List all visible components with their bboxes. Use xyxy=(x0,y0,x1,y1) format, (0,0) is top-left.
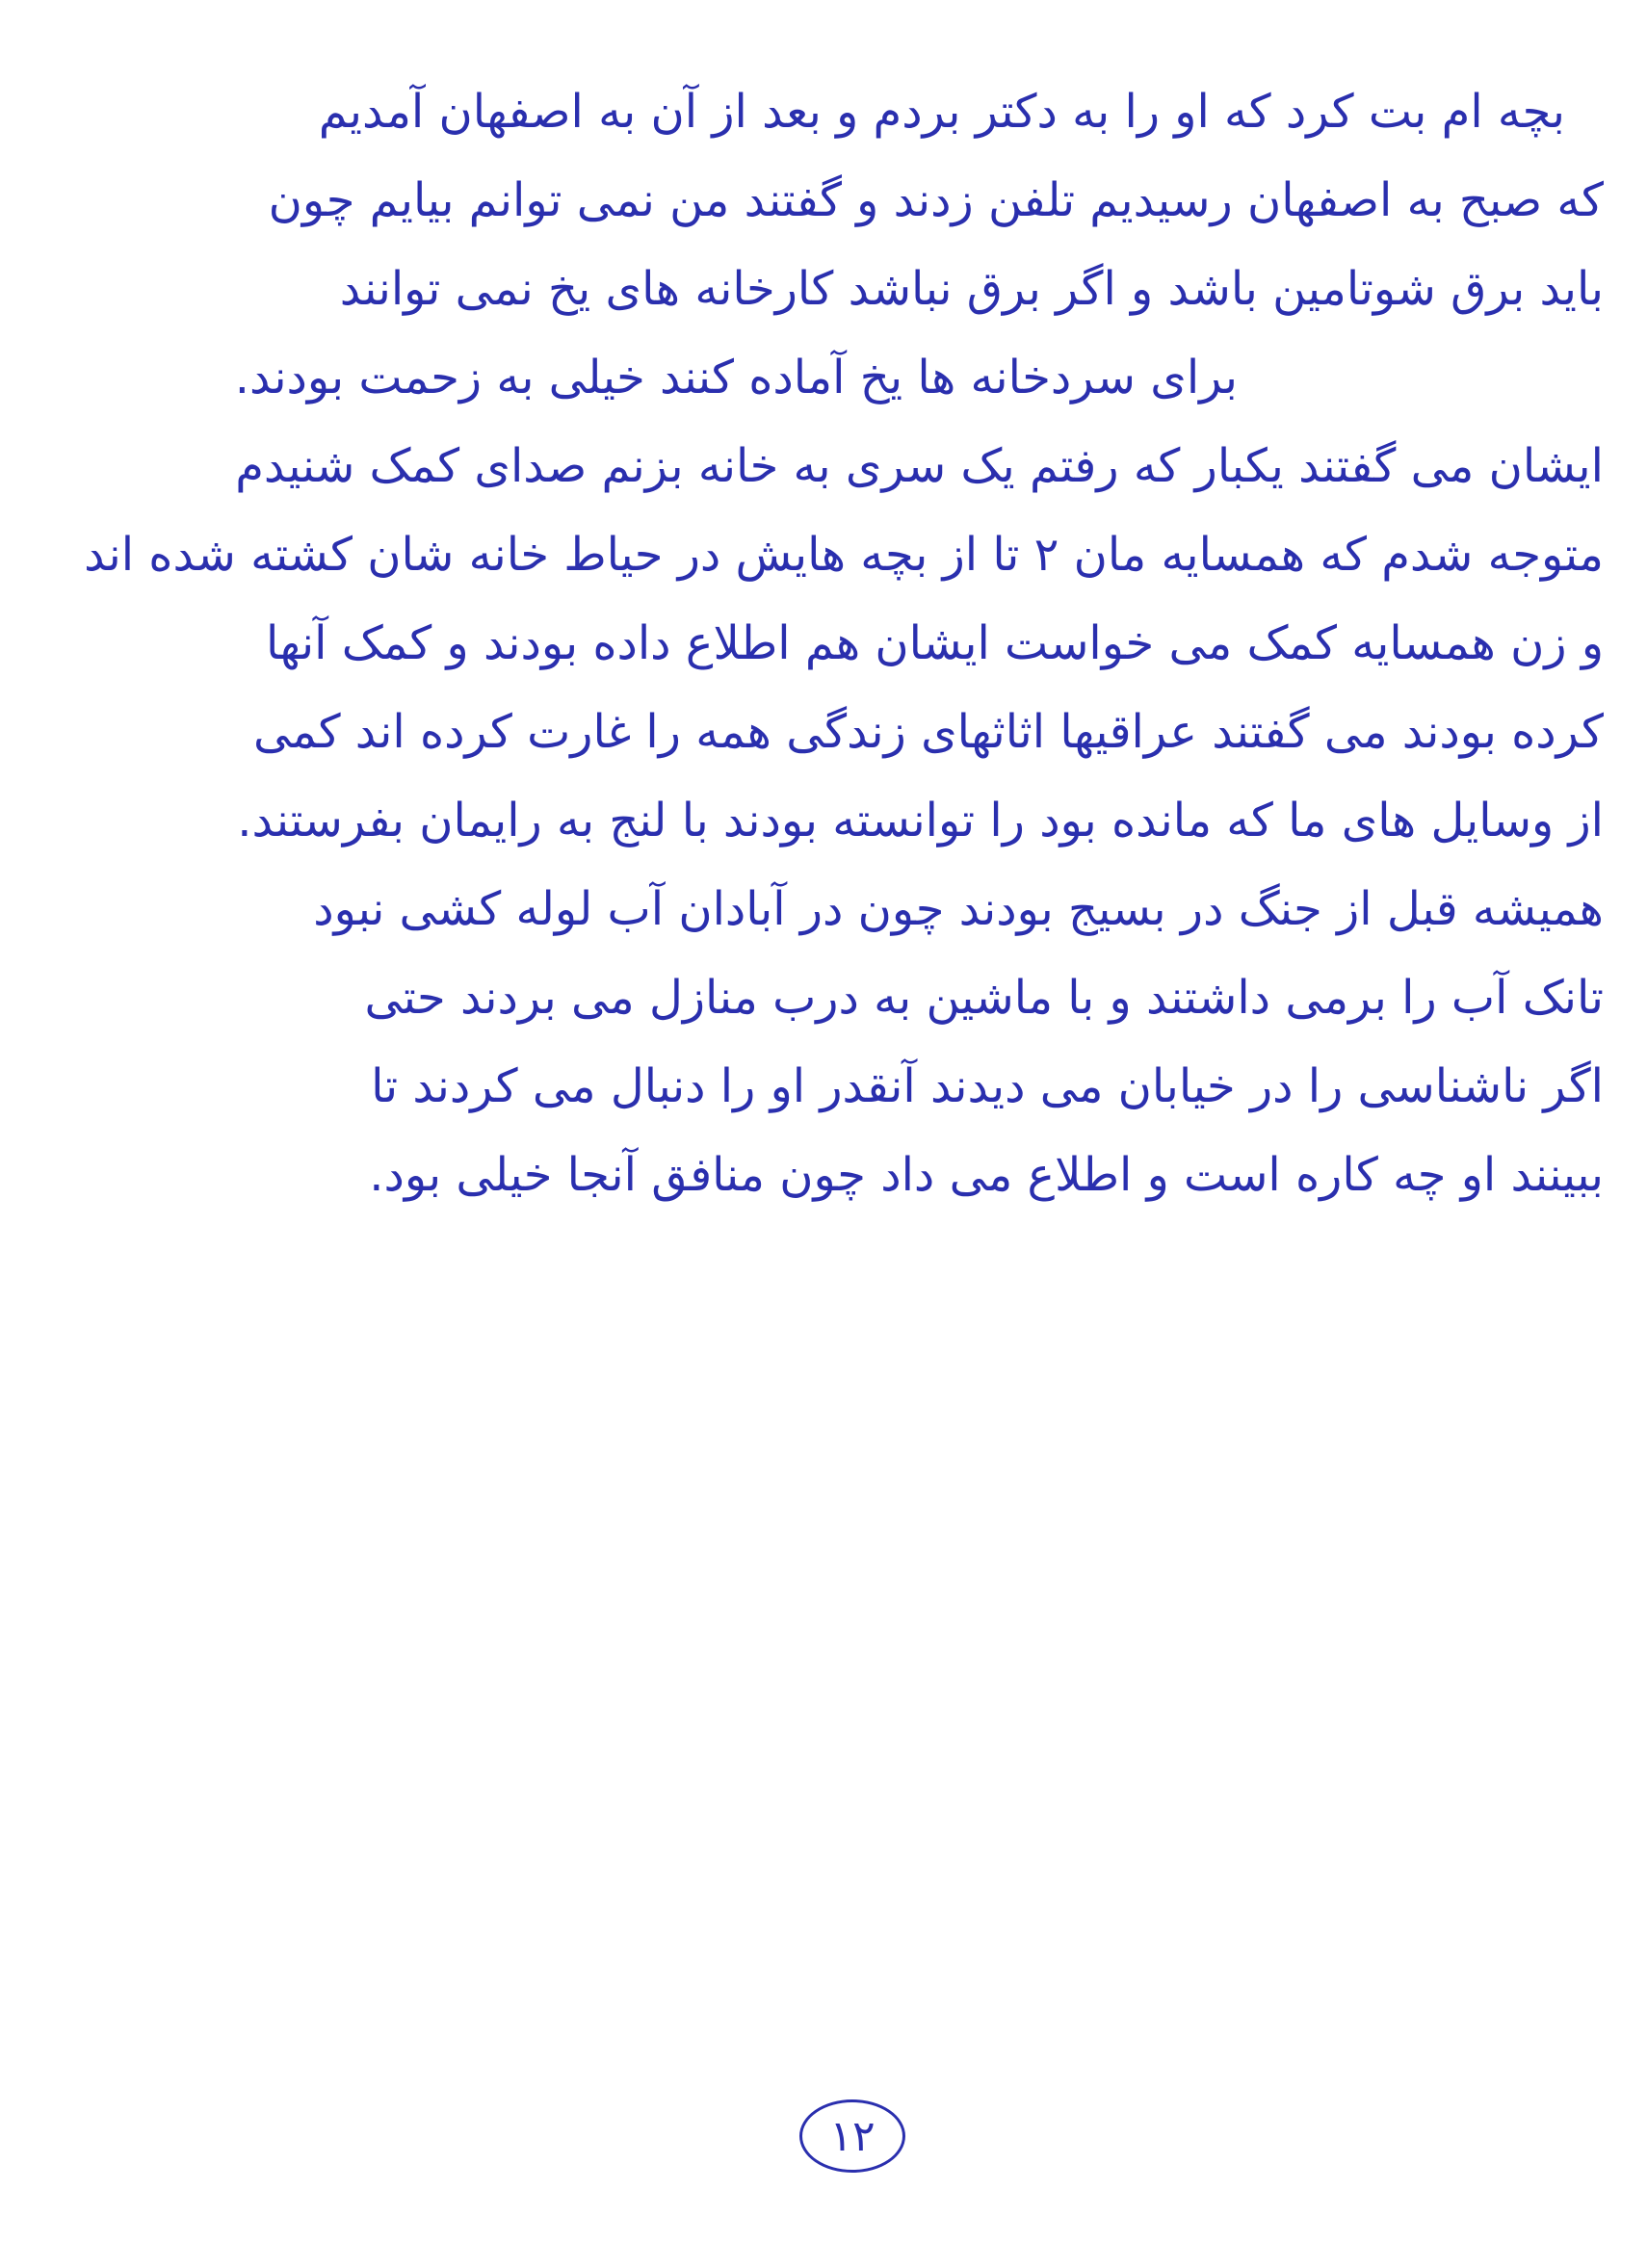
text-line: اگر ناشناسی را در خیابان می دیدند آنقدر او را دنبال می کردند تا xyxy=(371,1059,1604,1113)
text-line: از وسایل های ما که مانده بود را توانسته بودند با لنج به رایمان بفرستند. xyxy=(237,794,1604,847)
text-line: ببینند او چه کاره است و اطلاع می داد چون منافق آنجا خیلی بود. xyxy=(369,1148,1604,1202)
text-line: کرده بودند می گفتند عراقیها اثاثهای زندگی همه را غارت کرده اند کمی xyxy=(252,705,1604,759)
handwritten-text-block xyxy=(39,67,1604,1219)
page-number: ۱۲ xyxy=(799,2099,905,2173)
text-line: ایشان می گفتند یکبار که رفتم یک سری به خانه بزنم صدای کمک شنیدم xyxy=(235,439,1604,493)
text-line: باید برق شوتامین باشد و اگر برق نباشد کارخانه های یخ نمی توانند xyxy=(339,262,1604,316)
text-line: و زن همسایه کمک می خواست ایشان هم اطلاع داده بودند و کمک آنها xyxy=(266,616,1604,670)
text-line: بچه ام بت کرد که او را به دکتر بردم و بعد از آن به اصفهان آمدیم xyxy=(318,85,1565,139)
text-line: همیشه قبل از جنگ در بسیج بودند چون در آبادان آب لوله کشی نبود xyxy=(313,882,1604,936)
text-line: برای سردخانه ها یخ آماده کنند خیلی به زحمت بودند. xyxy=(234,351,1238,404)
text-line: متوجه شدم که همسایه مان ۲ تا از بچه هایش در حیاط خانه شان کشته شده اند xyxy=(84,528,1604,582)
text-line: که صبح به اصفهان رسیدیم تلفن زدند و گفتند من نمی توانم بیایم چون xyxy=(268,173,1604,227)
text-line: تانک آب را برمی داشتند و با ماشین به درب منازل می بردند حتی xyxy=(364,971,1604,1025)
